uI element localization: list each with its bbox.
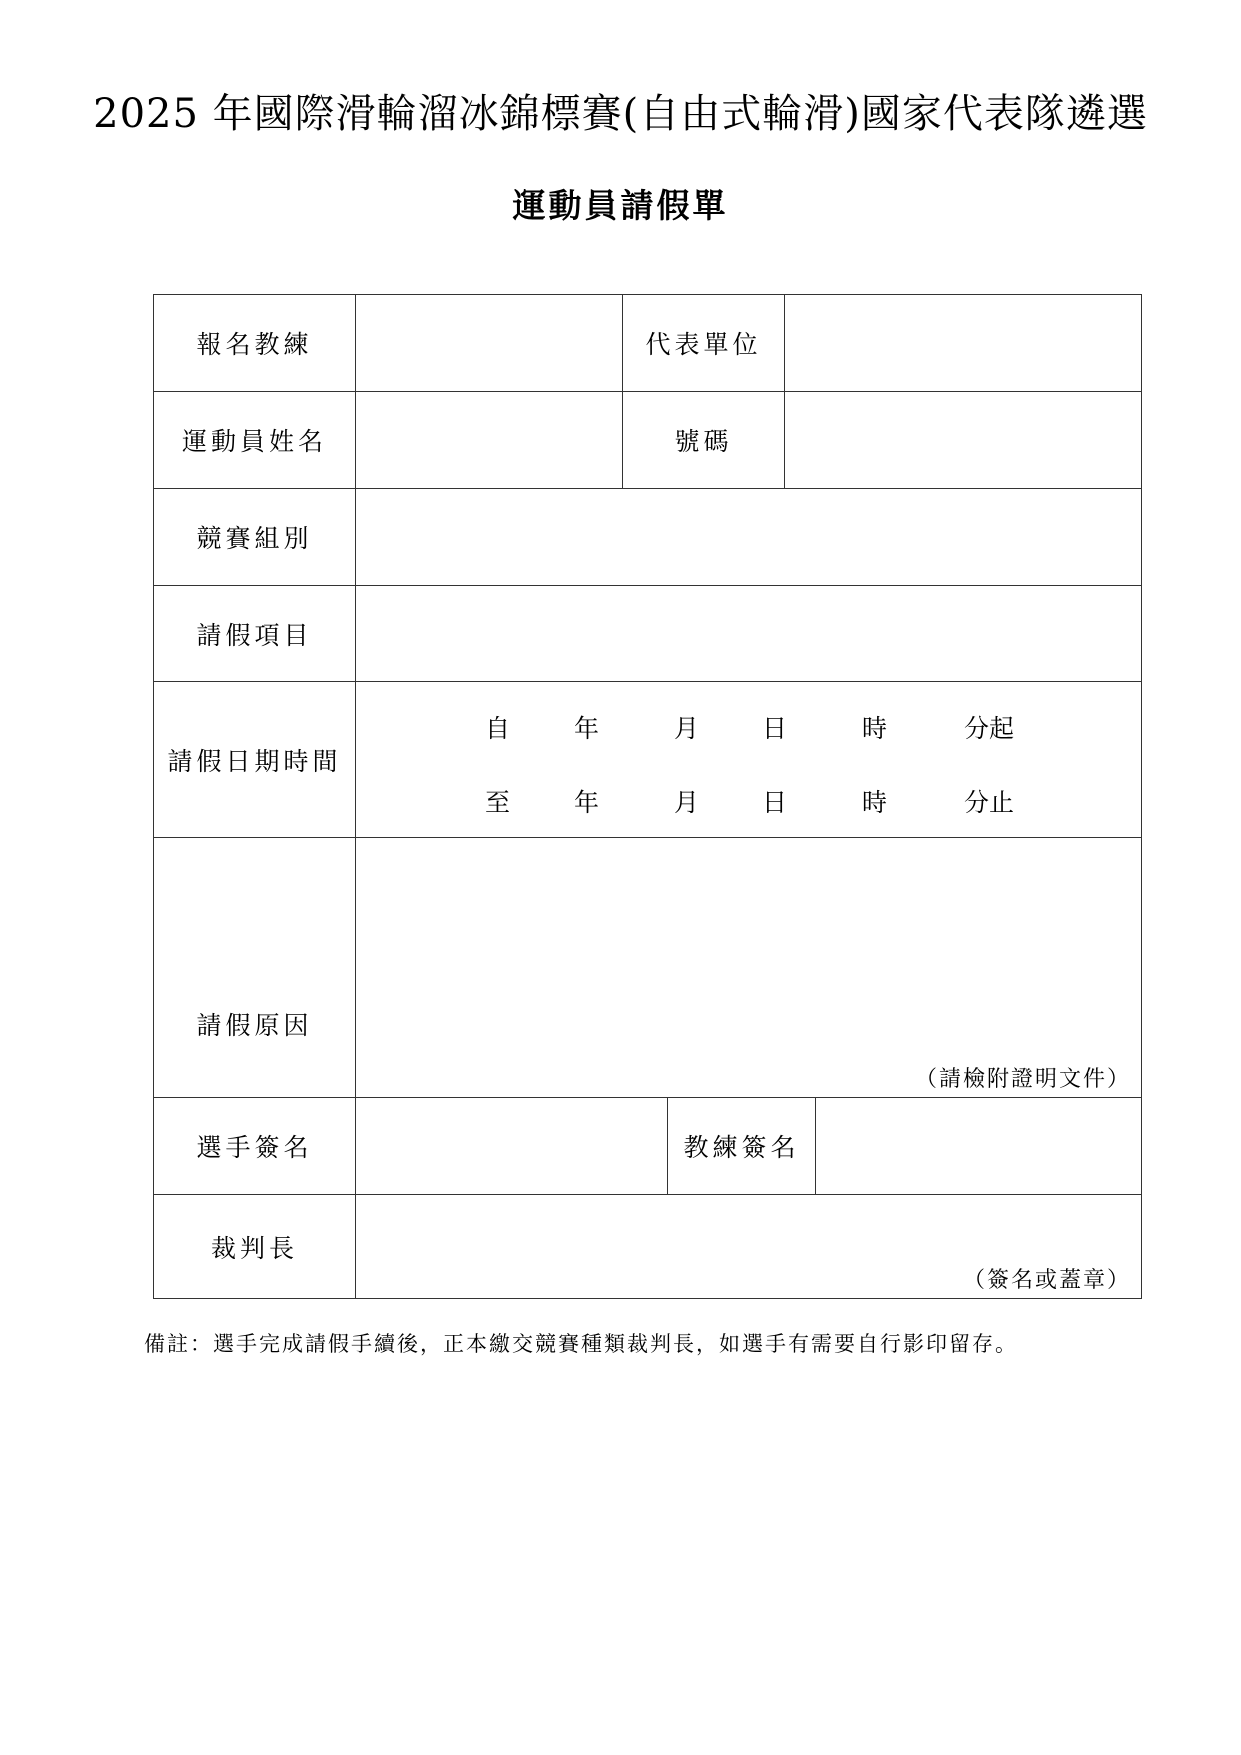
athlete-name-field[interactable] [356,392,623,489]
coach-signature-label: 教練簽名 [668,1098,816,1195]
coach-signature-field[interactable] [816,1098,1142,1195]
chief-referee-label: 裁判長 [154,1195,356,1299]
athlete-name-label: 運動員姓名 [154,392,356,489]
from-line [356,703,1141,743]
chief-referee-note: （簽名或蓋章） [963,1268,1132,1293]
to-minute-end: 分止 [964,787,1015,817]
to-start: 至 [485,787,511,817]
athlete-signature-label: 選手簽名 [154,1098,356,1195]
document-title: 2025 年國際滑輪溜冰錦標賽(自由式輪滑)國家代表隊遴選 [93,91,1148,137]
athlete-signature-field[interactable] [356,1098,668,1195]
group-label: 競賽組別 [154,489,356,586]
row-athlete [154,392,1142,489]
to-line [356,777,1141,817]
leave-datetime-field[interactable] [356,682,1142,838]
unit-field[interactable] [785,295,1142,392]
row-group [154,489,1142,586]
unit-label: 代表單位 [623,295,785,392]
leave-item-field[interactable] [356,586,1142,682]
from-day: 日 [762,713,788,743]
number-field[interactable] [785,392,1142,489]
leave-item-label: 請假項目 [154,586,356,682]
number-label: 號碼 [623,392,785,489]
reason-note: （請檢附證明文件） [915,1067,1132,1092]
leave-form-table [153,294,1142,1299]
document-subtitle: 運動員請假單 [512,186,729,225]
row-reason [154,838,1142,1098]
from-month: 月 [674,713,700,743]
row-signatures [154,1098,1142,1195]
row-leave-datetime [154,682,1142,838]
reason-field[interactable] [356,838,1142,1098]
from-start: 自 [485,713,511,743]
leave-datetime-label: 請假日期時間 [154,682,356,838]
reason-label: 請假原因 [196,1011,313,1040]
reason-label-cell [154,838,356,1098]
to-day: 日 [762,787,788,817]
row-leave-item [154,586,1142,682]
to-hour: 時 [862,787,888,817]
to-month: 月 [674,787,700,817]
from-minute-end: 分起 [964,713,1015,743]
from-hour: 時 [862,713,888,743]
footnote: 備註：選手完成請假手續後，正本繳交競賽種類裁判長，如選手有需要自行影印留存。 [144,1332,1018,1356]
row-coach [154,295,1142,392]
from-year: 年 [574,713,600,743]
group-field[interactable] [356,489,1142,586]
coach-label: 報名教練 [154,295,356,392]
to-year: 年 [574,787,600,817]
row-chief-referee [154,1195,1142,1299]
chief-referee-field[interactable] [356,1195,1142,1299]
coach-field[interactable] [356,295,623,392]
